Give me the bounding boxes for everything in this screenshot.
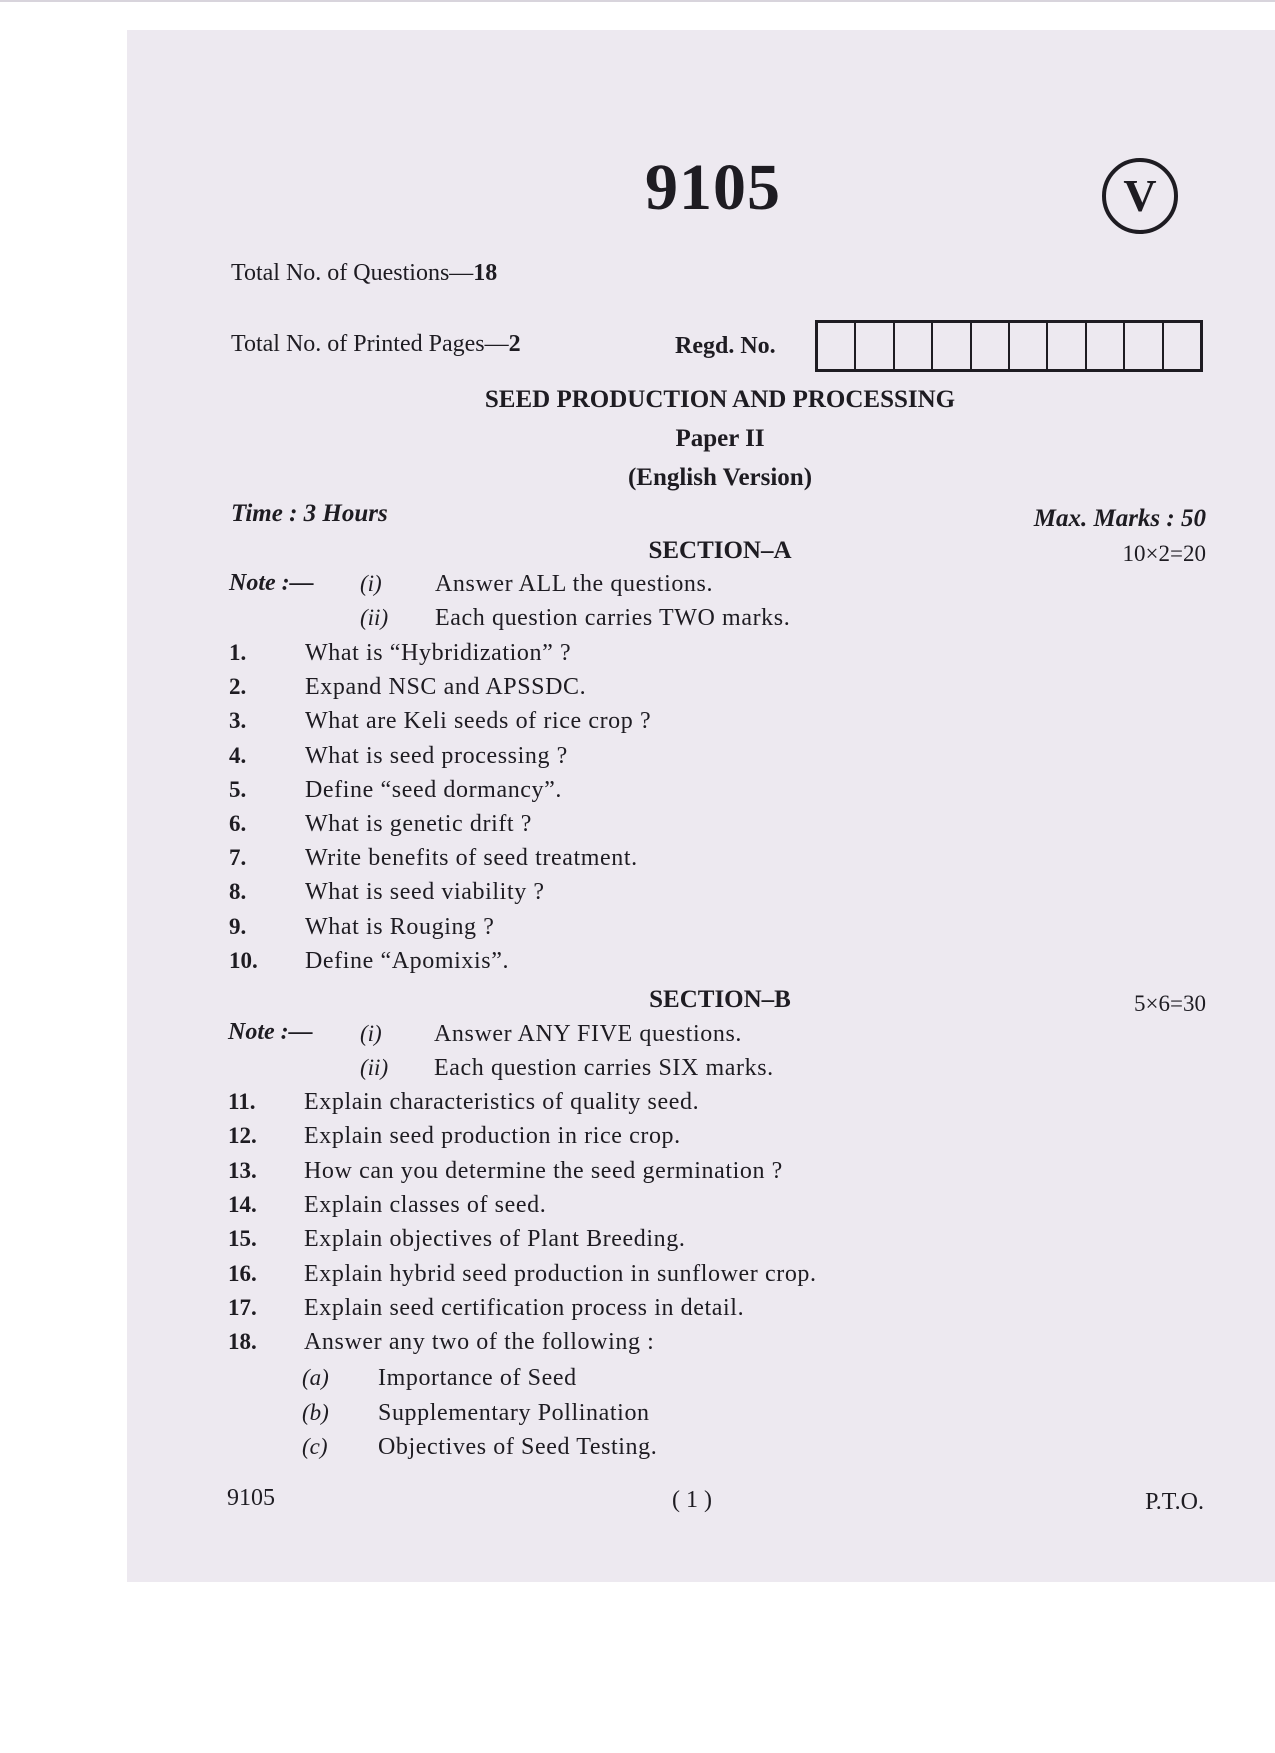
page-number: ( 1 ) (672, 1487, 712, 1513)
note-text: Each question carries TWO marks. (435, 605, 791, 631)
regd-no-cell (933, 323, 971, 369)
option-text: Supplementary Pollination (378, 1399, 650, 1426)
regd-no-cell (972, 323, 1010, 369)
regd-no-cell (895, 323, 933, 369)
question-number: 9. (229, 913, 247, 939)
question-number: 17. (228, 1294, 257, 1320)
question-text: What is Rouging ? (305, 913, 495, 940)
regd-no-cell (1010, 323, 1048, 369)
pto-label: P.T.O. (1145, 1489, 1204, 1515)
section-b-heading: SECTION–B (649, 986, 791, 1013)
note-number: (ii) (360, 605, 389, 630)
option-label: (b) (302, 1399, 329, 1425)
question-number: 3. (229, 708, 247, 734)
regd-no-cell (1125, 323, 1163, 369)
question-text: What are Keli seeds of rice crop ? (305, 708, 652, 735)
version-label: (English Version) (627, 464, 813, 491)
section-a-marks: 10×2=20 (1122, 541, 1206, 566)
regd-no-label: Regd. No. (675, 333, 776, 359)
question-text: Explain characteristics of quality seed. (304, 1089, 700, 1115)
question-number: 1. (229, 640, 247, 665)
max-marks: Max. Marks : 50 (1033, 505, 1206, 532)
question-text: Explain objectives of Plant Breeding. (304, 1226, 686, 1253)
question-number: 10. (229, 947, 258, 973)
option-label: (a) (302, 1365, 329, 1390)
regd-no-cell (818, 323, 856, 369)
note-text: Answer ANY FIVE questions. (434, 1021, 743, 1047)
note-text: Answer ALL the questions. (435, 571, 714, 597)
question-text: Define “seed dormancy”. (305, 776, 563, 803)
question-number: 6. (229, 811, 247, 836)
question-number: 15. (228, 1226, 257, 1252)
question-text: What is “Hybridization” ? (305, 640, 572, 666)
regd-no-cell (856, 323, 894, 369)
question-number: 5. (229, 776, 247, 802)
paper-code: 9105 (645, 151, 781, 224)
question-text: What is seed viability ? (305, 879, 545, 906)
question-text: Explain hybrid seed production in sunflower crop. (304, 1260, 817, 1287)
question-text: Expand NSC and APSSDC. (305, 674, 587, 701)
note-text: Each question carries SIX marks. (434, 1055, 774, 1081)
question-number: 18. (228, 1329, 257, 1355)
question-number: 7. (229, 845, 247, 871)
option-text: Objectives of Seed Testing. (378, 1434, 658, 1460)
total-questions (231, 260, 497, 287)
question-number: 13. (228, 1157, 257, 1183)
section-b-note-label: Note :— (228, 1019, 313, 1045)
question-number: 8. (229, 879, 247, 905)
footer-paper-code: 9105 (227, 1485, 275, 1511)
version-badge: V (1102, 158, 1178, 234)
question-number: 2. (229, 674, 247, 700)
time-label: Time : 3 Hours (231, 500, 388, 527)
note-number: (i) (360, 1021, 382, 1046)
question-text: How can you determine the seed germination ? (304, 1157, 783, 1184)
note-number: (ii) (360, 1055, 389, 1080)
question-text: What is seed processing ? (305, 742, 568, 769)
option-label: (c) (302, 1434, 328, 1459)
section-b-marks: 5×6=30 (1134, 991, 1206, 1016)
question-text: Answer any two of the following : (304, 1329, 655, 1356)
total-questions-number: 18 (473, 260, 498, 286)
question-number: 11. (228, 1089, 256, 1114)
question-text: What is genetic drift ? (305, 811, 533, 837)
paper-number: Paper II (675, 425, 765, 452)
question-number: 14. (228, 1191, 257, 1217)
scan-edge (0, 0, 1275, 2)
total-pages (231, 331, 521, 358)
question-text: Explain seed production in rice crop. (304, 1123, 681, 1150)
note-number: (i) (360, 571, 382, 596)
regd-no-cell (1048, 323, 1086, 369)
question-text: Write benefits of seed treatment. (305, 845, 638, 872)
question-text: Define “Apomixis”. (305, 947, 510, 974)
section-a-heading: SECTION–A (648, 537, 792, 564)
subject-title: SEED PRODUCTION AND PROCESSING (484, 386, 956, 413)
question-number: 16. (228, 1260, 257, 1286)
regd-no-boxes (815, 320, 1203, 372)
question-number: 4. (229, 742, 247, 768)
question-text: Explain seed certification process in detail. (304, 1294, 745, 1321)
option-text: Importance of Seed (378, 1365, 577, 1391)
total-pages-number: 2 (508, 331, 521, 357)
question-number: 12. (228, 1123, 257, 1149)
section-a-note-label: Note :— (229, 570, 314, 596)
total-questions-label: Total No. of Questions— (231, 260, 474, 286)
question-text: Explain classes of seed. (304, 1191, 547, 1218)
total-pages-label: Total No. of Printed Pages— (231, 331, 509, 357)
regd-no-cell (1087, 323, 1125, 369)
regd-no-cell (1164, 323, 1200, 369)
